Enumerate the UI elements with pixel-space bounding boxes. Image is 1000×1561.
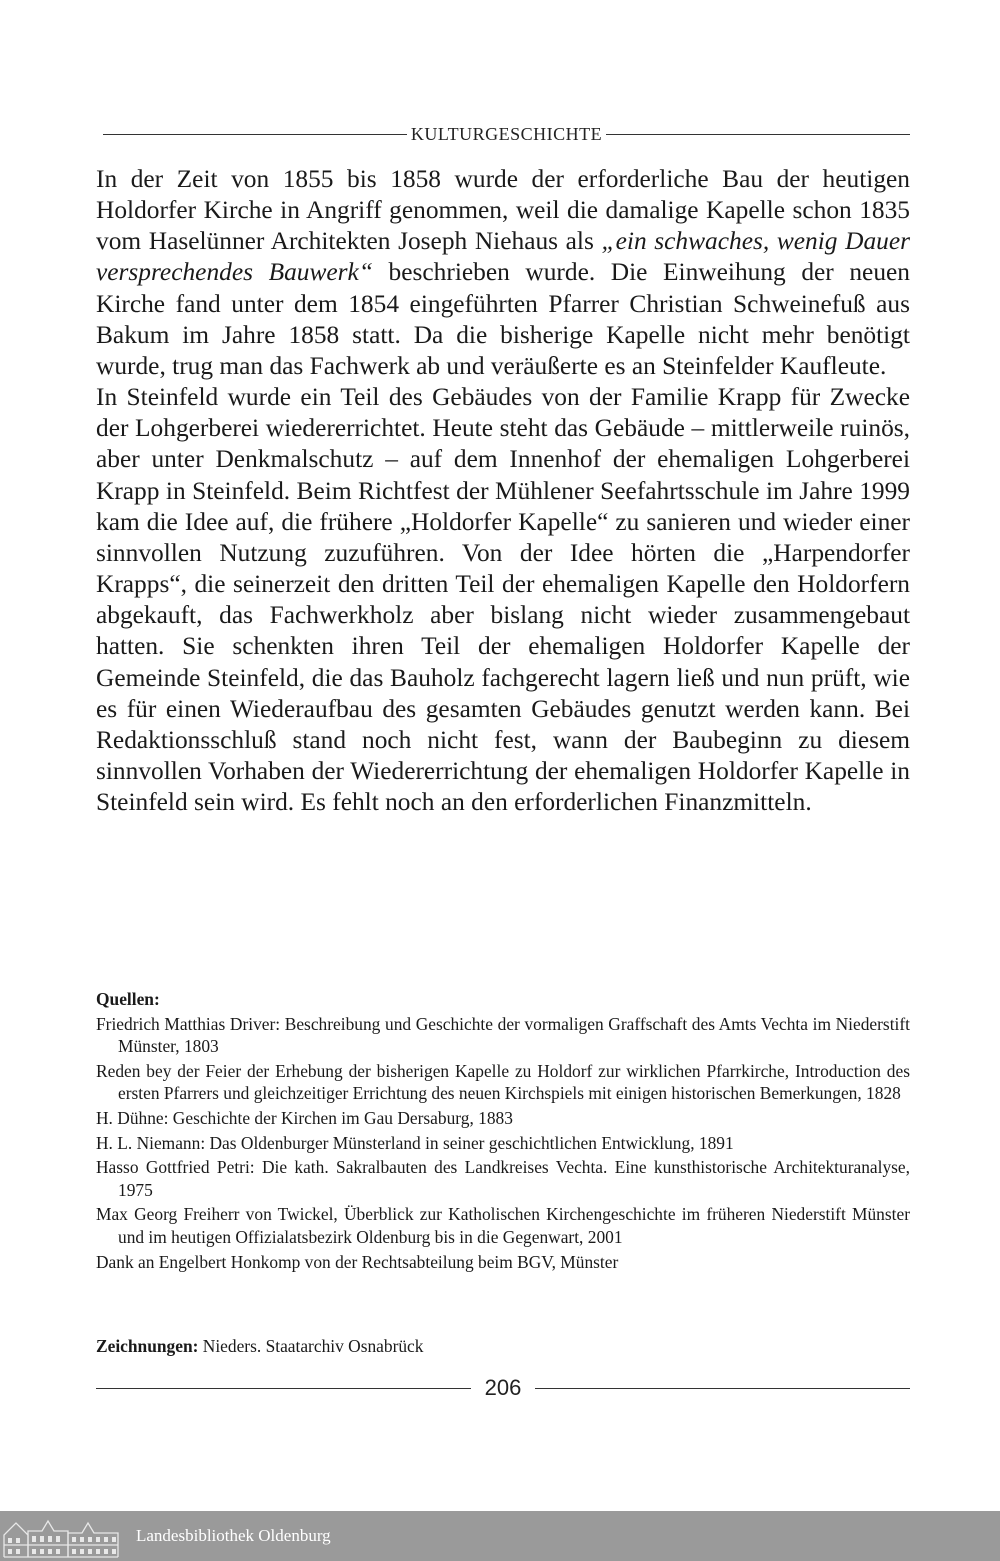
library-banner[interactable] (0, 1511, 1000, 1561)
paragraph-2: In Steinfeld wurde ein Teil des Gebäudes von der Familie Krapp für Zwecke der Lohgerberei wiedererrichtet. Heute steht das Gebäude – mittlerweile ruinös, aber unter Denkmalschutz – auf dem Innenhof der ehemaligen Lohgerberei Krapp in Steinfeld. Beim Richtfest der Mühlener Seefahrtsschule im Jahre 1999 kam die Idee auf, die frühere „Holdorfer Kapelle“ zu sanieren und wieder einer sinnvollen Nutzung zuzuführen. Von der Idee hörten die „Harpendorfer Krapps“, die seinerzeit den dritten Teil der ehemaligen Kapelle den Holdorfern abgekauft, das Fachwerkholz aber bislang nicht wieder zusammengebaut hatten. Sie schenkten ihren Teil der ehemaligen Holdorfer Kapelle der Gemeinde Steinfeld, die das Bauholz fachgerecht lagern ließ und nun prüft, wie es für einen Wiederaufbau des gesamten Gebäudes genutzt werden kann. Bei Redaktionsschluß stand noch nicht fest, wann der Baubeginn zu diesem sinnvollen Vorhaben der Wiedererrichtung der ehemaligen Holdorfer Kapelle in Steinfeld sein wird. Es fehlt noch an den erforderlichen Finanzmitteln. (96, 383, 910, 817)
page-number: 206 (484, 1375, 522, 1400)
footer-rule-left (96, 1388, 471, 1389)
section-title: KULTURGESCHICHTE (410, 123, 603, 144)
paragraph-1-part-b: beschrieben wurde. Die Einweihung der neuen Kirche fand unter dem 1854 eingeführten Pfarrer Christian Schweinefuß aus Bakum im Jahre 1858 statt. Da die bisherige Kapelle nicht mehr benötigt wurde, trug man das Fachwerk ab und veräußerte es an Steinfelder Kaufleute. (96, 258, 910, 380)
library-name[interactable]: Landesbibliothek Oldenburg (136, 1526, 331, 1545)
source-entry: H. Dühne: Geschichte der Kirchen im Gau Dersaburg, 1883 (96, 1107, 513, 1128)
source-entry: Hasso Gottfried Petri: Die kath. Sakralbauten des Landkreises Vechta. Eine kunsthistorische Architekturanalyse, 1975 (96, 1157, 910, 1200)
header-rule-left (103, 134, 407, 135)
source-entry: Reden bey der Feier der Erhebung der bisherigen Kapelle zu Holdorf zur wirklichen Pfarrkirche, Introduction des ersten Pfarrers und gleichzeitiger Errichtung des neuen Kirchspiels mit einigen historischen Bemerkungen, 1828 (96, 1060, 910, 1104)
drawings-label: Zeichnungen: (96, 1336, 199, 1356)
source-entry: H. L. Niemann: Das Oldenburger Münsterland in seiner geschichtlichen Entwicklung, 1891 (96, 1132, 734, 1153)
header-rule-right (606, 134, 910, 135)
drawings-credit (96, 1335, 910, 1357)
section-header (103, 122, 910, 146)
paragraph-1-part-a: In der Zeit von 1855 bis 1858 wurde der erforderliche Bau der heutigen Holdorfer Kirche in Angriff genommen, weil die damalige Kapelle schon 1835 vom Haselünner Architekten Joseph Niehaus als (96, 165, 910, 256)
footer-rule-right (535, 1388, 910, 1389)
sources-heading: Quellen: (96, 989, 160, 1009)
quote-bauwerk: „ein schwaches, wenig Dauer versprechendes Bauwerk“ (96, 227, 910, 287)
article-body (96, 164, 910, 818)
sources-section (96, 988, 910, 1275)
paragraph-1 (96, 164, 910, 382)
drawings-value: Nieders. Staatarchiv Osnabrück (198, 1336, 424, 1356)
library-building-icon (2, 1513, 120, 1559)
source-entry: Dank an Engelbert Honkomp von der Rechtsabteilung beim BGV, Münster (96, 1251, 619, 1272)
page-footer (96, 1374, 910, 1402)
source-entry: Max Georg Freiherr von Twickel, Überblick zur Katholischen Kirchengeschichte im früheren Niederstift Münster und im heutigen Offizialatsbezirk Oldenburg bis in die Gegenwart, 2001 (96, 1204, 910, 1247)
source-entry: Friedrich Matthias Driver: Beschreibung und Geschichte der vormaligen Graffschaft des Amts Vechta im Niederstift Münster, 1803 (96, 1013, 910, 1056)
